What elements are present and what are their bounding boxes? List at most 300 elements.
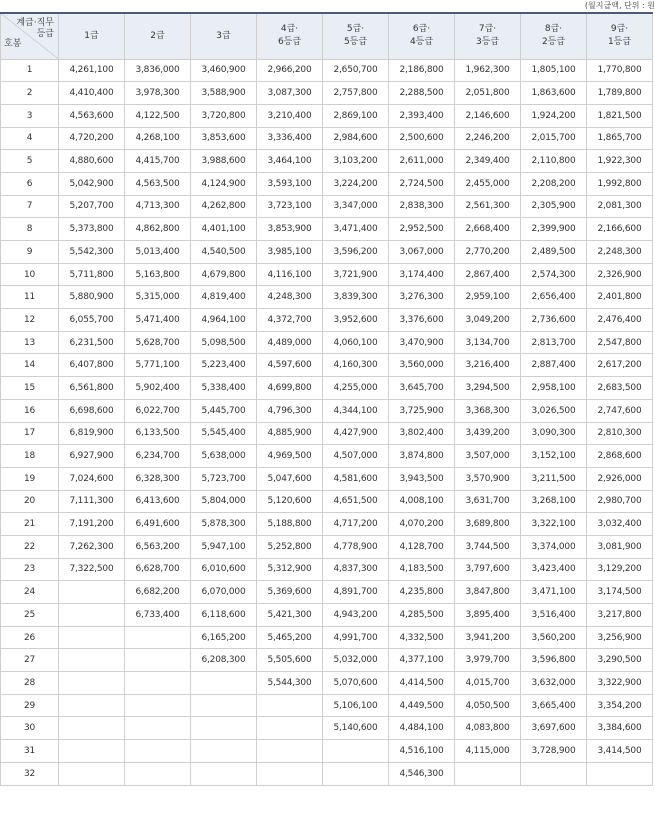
salary-cell: 5,315,000	[125, 286, 191, 309]
salary-cell: 2,736,600	[521, 309, 587, 332]
salary-cell: 2,868,600	[587, 445, 653, 468]
salary-cell: 2,650,700	[323, 59, 389, 82]
salary-cell: 6,698,600	[59, 399, 125, 422]
salary-cell: 3,697,600	[521, 717, 587, 740]
step-cell: 5	[1, 150, 59, 173]
salary-cell: 3,560,000	[389, 354, 455, 377]
salary-cell: 2,574,300	[521, 263, 587, 286]
salary-cell	[587, 762, 653, 785]
salary-cell	[59, 581, 125, 604]
salary-cell: 3,978,300	[125, 82, 191, 105]
corner-grade-label-2: 등급	[36, 29, 54, 39]
salary-cell: 1,992,800	[587, 172, 653, 195]
salary-cell: 3,952,600	[323, 309, 389, 332]
salary-cell	[59, 626, 125, 649]
salary-cell: 3,087,300	[257, 82, 323, 105]
salary-cell: 1,922,300	[587, 150, 653, 173]
salary-cell: 5,312,900	[257, 558, 323, 581]
salary-cell: 4,964,100	[191, 309, 257, 332]
column-header	[59, 13, 125, 59]
salary-cell: 1,805,100	[521, 59, 587, 82]
step-cell: 18	[1, 445, 59, 468]
salary-cell: 3,744,500	[455, 535, 521, 558]
salary-cell: 6,819,900	[59, 422, 125, 445]
salary-cell: 3,374,000	[521, 535, 587, 558]
salary-cell	[125, 672, 191, 695]
table-row	[1, 490, 653, 513]
salary-cell: 4,332,500	[389, 626, 455, 649]
column-header	[455, 13, 521, 59]
table-row	[1, 59, 653, 82]
step-cell: 15	[1, 377, 59, 400]
salary-cell: 4,414,500	[389, 672, 455, 695]
salary-cell: 4,720,200	[59, 127, 125, 150]
salary-cell: 3,941,200	[455, 626, 521, 649]
salary-cell: 2,611,000	[389, 150, 455, 173]
salary-cell: 5,223,400	[191, 354, 257, 377]
salary-cell: 3,256,900	[587, 626, 653, 649]
salary-cell: 5,188,800	[257, 513, 323, 536]
salary-cell: 3,797,600	[455, 558, 521, 581]
salary-cell: 3,802,400	[389, 422, 455, 445]
salary-cell: 5,947,100	[191, 535, 257, 558]
salary-cell: 4,070,200	[389, 513, 455, 536]
table-row	[1, 694, 653, 717]
salary-cell: 5,711,800	[59, 263, 125, 286]
step-cell: 23	[1, 558, 59, 581]
salary-cell: 1,789,800	[587, 82, 653, 105]
salary-cell: 3,516,400	[521, 604, 587, 627]
step-cell: 19	[1, 467, 59, 490]
salary-cell: 3,322,900	[587, 672, 653, 695]
step-cell: 24	[1, 581, 59, 604]
salary-cell: 3,174,400	[389, 263, 455, 286]
salary-cell: 3,067,000	[389, 241, 455, 264]
salary-cell: 4,344,100	[323, 399, 389, 422]
column-header-line: 8급·	[544, 24, 563, 35]
salary-cell: 2,887,400	[521, 354, 587, 377]
header-row	[1, 13, 653, 59]
salary-cell: 3,211,500	[521, 467, 587, 490]
salary-cell: 2,146,600	[455, 104, 521, 127]
salary-cell: 2,186,800	[389, 59, 455, 82]
salary-cell: 2,248,300	[587, 241, 653, 264]
salary-cell: 6,118,600	[191, 604, 257, 627]
salary-cell: 4,122,500	[125, 104, 191, 127]
salary-cell: 3,874,800	[389, 445, 455, 468]
salary-cell: 3,689,800	[455, 513, 521, 536]
step-cell: 6	[1, 172, 59, 195]
column-header-line: 1급	[84, 30, 99, 41]
salary-cell	[125, 717, 191, 740]
salary-cell: 4,183,500	[389, 558, 455, 581]
salary-cell: 3,368,300	[455, 399, 521, 422]
table-row	[1, 150, 653, 173]
step-cell: 9	[1, 241, 59, 264]
step-cell: 29	[1, 694, 59, 717]
salary-cell: 4,128,700	[389, 535, 455, 558]
salary-cell: 3,129,200	[587, 558, 653, 581]
salary-cell: 3,560,200	[521, 626, 587, 649]
salary-cell: 3,985,100	[257, 241, 323, 264]
salary-cell: 5,106,100	[323, 694, 389, 717]
salary-cell: 2,668,400	[455, 218, 521, 241]
salary-cell	[257, 694, 323, 717]
salary-cell: 5,628,700	[125, 331, 191, 354]
salary-cell: 2,349,400	[455, 150, 521, 173]
table-row	[1, 604, 653, 627]
salary-cell: 3,665,400	[521, 694, 587, 717]
salary-cell: 3,423,400	[521, 558, 587, 581]
table-row	[1, 172, 653, 195]
salary-cell: 7,191,200	[59, 513, 125, 536]
salary-cell	[125, 694, 191, 717]
salary-cell: 3,570,900	[455, 467, 521, 490]
salary-cell: 2,810,300	[587, 422, 653, 445]
salary-cell: 5,140,600	[323, 717, 389, 740]
step-cell: 22	[1, 535, 59, 558]
salary-cell: 3,895,400	[455, 604, 521, 627]
step-cell: 32	[1, 762, 59, 785]
salary-cell: 4,255,000	[323, 377, 389, 400]
salary-cell: 4,819,400	[191, 286, 257, 309]
salary-cell	[59, 672, 125, 695]
salary-cell: 4,060,100	[323, 331, 389, 354]
salary-cell: 3,596,200	[323, 241, 389, 264]
table-row	[1, 218, 653, 241]
table-row	[1, 740, 653, 763]
salary-cell: 6,682,200	[125, 581, 191, 604]
salary-cell	[125, 762, 191, 785]
salary-cell: 3,645,700	[389, 377, 455, 400]
salary-cell: 3,631,700	[455, 490, 521, 513]
salary-cell: 3,414,500	[587, 740, 653, 763]
salary-cell	[191, 672, 257, 695]
salary-cell: 5,042,900	[59, 172, 125, 195]
column-header-line: 3등급	[475, 37, 500, 48]
salary-cell: 3,152,100	[521, 445, 587, 468]
salary-cell: 5,804,000	[191, 490, 257, 513]
salary-cell: 2,393,400	[389, 104, 455, 127]
salary-cell	[59, 649, 125, 672]
salary-cell: 4,891,700	[323, 581, 389, 604]
salary-cell: 6,165,200	[191, 626, 257, 649]
table-row	[1, 467, 653, 490]
salary-cell: 5,163,800	[125, 263, 191, 286]
table-row	[1, 263, 653, 286]
salary-cell: 5,013,400	[125, 241, 191, 264]
column-header-line: 3급	[216, 30, 231, 41]
salary-cell: 4,837,300	[323, 558, 389, 581]
salary-cell: 1,770,800	[587, 59, 653, 82]
salary-cell: 6,561,800	[59, 377, 125, 400]
salary-cell	[191, 694, 257, 717]
salary-cell: 4,285,500	[389, 604, 455, 627]
salary-cell: 2,770,200	[455, 241, 521, 264]
step-cell: 3	[1, 104, 59, 127]
salary-cell: 3,507,000	[455, 445, 521, 468]
salary-cell: 3,322,100	[521, 513, 587, 536]
salary-cell: 2,838,300	[389, 195, 455, 218]
salary-cell: 2,813,700	[521, 331, 587, 354]
step-cell: 31	[1, 740, 59, 763]
salary-cell: 1,924,200	[521, 104, 587, 127]
salary-cell: 4,410,400	[59, 82, 125, 105]
salary-cell: 7,262,300	[59, 535, 125, 558]
salary-cell: 4,372,700	[257, 309, 323, 332]
salary-cell: 6,413,600	[125, 490, 191, 513]
salary-cell: 4,717,200	[323, 513, 389, 536]
salary-cell: 2,399,900	[521, 218, 587, 241]
table-row	[1, 241, 653, 264]
salary-cell: 5,098,500	[191, 331, 257, 354]
salary-cell: 2,757,800	[323, 82, 389, 105]
salary-cell: 3,103,200	[323, 150, 389, 173]
salary-cell: 3,032,400	[587, 513, 653, 536]
salary-cell: 1,863,600	[521, 82, 587, 105]
corner-grade-label: 계급·직무	[16, 18, 54, 28]
salary-cell: 5,120,600	[257, 490, 323, 513]
salary-cell: 7,322,500	[59, 558, 125, 581]
salary-cell	[59, 740, 125, 763]
salary-cell: 2,166,600	[587, 218, 653, 241]
column-header	[521, 13, 587, 59]
salary-cell: 4,083,800	[455, 717, 521, 740]
salary-cell	[125, 740, 191, 763]
salary-cell: 2,980,700	[587, 490, 653, 513]
salary-cell	[323, 762, 389, 785]
salary-cell: 5,070,600	[323, 672, 389, 695]
salary-cell: 3,134,700	[455, 331, 521, 354]
table-body	[1, 59, 653, 785]
salary-cell: 3,988,600	[191, 150, 257, 173]
salary-cell: 4,427,900	[323, 422, 389, 445]
salary-cell: 3,049,200	[455, 309, 521, 332]
salary-cell: 1,865,700	[587, 127, 653, 150]
salary-cell: 3,853,900	[257, 218, 323, 241]
table-row	[1, 422, 653, 445]
column-header-line: 6등급	[277, 37, 302, 48]
column-header-line: 4등급	[409, 37, 434, 48]
salary-cell: 4,484,100	[389, 717, 455, 740]
table-row	[1, 558, 653, 581]
salary-cell: 3,460,900	[191, 59, 257, 82]
salary-cell: 5,421,300	[257, 604, 323, 627]
step-cell: 28	[1, 672, 59, 695]
salary-cell: 5,373,800	[59, 218, 125, 241]
salary-cell: 4,262,800	[191, 195, 257, 218]
salary-cell: 4,261,100	[59, 59, 125, 82]
salary-cell: 5,505,600	[257, 649, 323, 672]
salary-cell: 3,336,400	[257, 127, 323, 150]
salary-cell: 3,294,500	[455, 377, 521, 400]
salary-cell: 3,847,800	[455, 581, 521, 604]
salary-cell: 3,090,300	[521, 422, 587, 445]
salary-cell: 6,563,200	[125, 535, 191, 558]
step-cell: 7	[1, 195, 59, 218]
salary-cell: 5,723,700	[191, 467, 257, 490]
salary-table	[0, 12, 653, 786]
salary-cell: 6,231,500	[59, 331, 125, 354]
salary-cell	[521, 762, 587, 785]
salary-cell	[59, 762, 125, 785]
salary-cell: 3,853,600	[191, 127, 257, 150]
salary-cell: 6,234,700	[125, 445, 191, 468]
salary-cell: 4,115,000	[455, 740, 521, 763]
salary-cell: 2,208,200	[521, 172, 587, 195]
salary-cell: 6,733,400	[125, 604, 191, 627]
corner-step-label: 호봉	[4, 38, 22, 49]
salary-cell: 4,563,500	[125, 172, 191, 195]
salary-cell: 4,563,600	[59, 104, 125, 127]
corner-header-cell	[1, 13, 59, 59]
salary-cell: 3,210,400	[257, 104, 323, 127]
salary-cell: 3,376,600	[389, 309, 455, 332]
salary-cell: 3,384,600	[587, 717, 653, 740]
salary-cell: 3,081,900	[587, 535, 653, 558]
salary-cell: 2,724,500	[389, 172, 455, 195]
salary-cell: 4,943,200	[323, 604, 389, 627]
salary-cell: 4,991,700	[323, 626, 389, 649]
table-row	[1, 717, 653, 740]
salary-cell: 4,116,100	[257, 263, 323, 286]
salary-cell: 5,545,400	[191, 422, 257, 445]
salary-cell: 5,902,400	[125, 377, 191, 400]
salary-cell: 6,133,500	[125, 422, 191, 445]
salary-cell: 1,962,300	[455, 59, 521, 82]
salary-cell: 4,489,000	[257, 331, 323, 354]
salary-cell: 2,747,600	[587, 399, 653, 422]
salary-cell: 3,943,500	[389, 467, 455, 490]
step-cell: 20	[1, 490, 59, 513]
column-header-line: 1등급	[607, 37, 632, 48]
salary-cell: 2,966,200	[257, 59, 323, 82]
salary-cell: 4,546,300	[389, 762, 455, 785]
table-row	[1, 286, 653, 309]
salary-cell: 4,401,100	[191, 218, 257, 241]
salary-cell: 5,542,300	[59, 241, 125, 264]
salary-cell: 4,050,500	[455, 694, 521, 717]
salary-cell	[125, 626, 191, 649]
table-row	[1, 626, 653, 649]
table-row	[1, 649, 653, 672]
salary-cell: 4,880,600	[59, 150, 125, 173]
salary-cell: 4,015,700	[455, 672, 521, 695]
salary-cell: 4,415,700	[125, 150, 191, 173]
column-header	[257, 13, 323, 59]
table-row	[1, 762, 653, 785]
salary-cell: 4,160,300	[323, 354, 389, 377]
salary-cell: 6,491,600	[125, 513, 191, 536]
salary-cell: 2,869,100	[323, 104, 389, 127]
salary-cell: 2,081,300	[587, 195, 653, 218]
salary-cell: 4,449,500	[389, 694, 455, 717]
salary-cell	[59, 694, 125, 717]
table-row	[1, 331, 653, 354]
column-header-line: 5등급	[343, 37, 368, 48]
column-header-line: 7급·	[478, 24, 497, 35]
salary-cell: 5,032,000	[323, 649, 389, 672]
table-row	[1, 377, 653, 400]
salary-cell: 4,679,800	[191, 263, 257, 286]
salary-cell	[257, 762, 323, 785]
salary-cell: 3,354,200	[587, 694, 653, 717]
step-cell: 17	[1, 422, 59, 445]
table-row	[1, 581, 653, 604]
salary-cell: 2,051,800	[455, 82, 521, 105]
column-header-line: 2급	[150, 30, 165, 41]
salary-cell: 3,347,000	[323, 195, 389, 218]
salary-cell: 5,638,000	[191, 445, 257, 468]
salary-cell: 2,489,500	[521, 241, 587, 264]
column-header	[125, 13, 191, 59]
salary-cell: 5,880,900	[59, 286, 125, 309]
unit-caption: (월지급액, 단위 : 원	[584, 1, 655, 10]
salary-cell: 2,246,200	[455, 127, 521, 150]
salary-cell: 2,561,300	[455, 195, 521, 218]
salary-cell: 4,713,300	[125, 195, 191, 218]
step-cell: 25	[1, 604, 59, 627]
column-header-line: 5급·	[346, 24, 365, 35]
salary-cell	[191, 717, 257, 740]
salary-cell: 3,439,200	[455, 422, 521, 445]
salary-cell: 4,377,100	[389, 649, 455, 672]
salary-cell: 5,465,200	[257, 626, 323, 649]
table-row	[1, 513, 653, 536]
salary-cell: 6,055,700	[59, 309, 125, 332]
salary-cell: 3,464,100	[257, 150, 323, 173]
salary-cell: 2,867,400	[455, 263, 521, 286]
salary-cell: 3,725,900	[389, 399, 455, 422]
salary-cell: 3,588,900	[191, 82, 257, 105]
salary-cell: 4,778,900	[323, 535, 389, 558]
table-row	[1, 195, 653, 218]
salary-cell: 3,174,500	[587, 581, 653, 604]
salary-cell: 3,593,100	[257, 172, 323, 195]
salary-cell	[125, 649, 191, 672]
salary-cell	[59, 604, 125, 627]
salary-cell: 6,407,800	[59, 354, 125, 377]
salary-cell: 3,217,800	[587, 604, 653, 627]
salary-cell: 4,862,800	[125, 218, 191, 241]
table-row	[1, 82, 653, 105]
table-row	[1, 354, 653, 377]
salary-cell: 4,268,100	[125, 127, 191, 150]
salary-cell: 2,455,000	[455, 172, 521, 195]
salary-cell: 6,022,700	[125, 399, 191, 422]
salary-cell: 2,656,400	[521, 286, 587, 309]
salary-cell: 4,597,600	[257, 354, 323, 377]
salary-cell	[257, 740, 323, 763]
salary-cell: 2,401,800	[587, 286, 653, 309]
step-cell: 27	[1, 649, 59, 672]
salary-cell: 4,885,900	[257, 422, 323, 445]
column-header-line: 6급·	[412, 24, 431, 35]
salary-cell: 2,476,400	[587, 309, 653, 332]
salary-cell: 3,026,500	[521, 399, 587, 422]
salary-cell: 2,547,800	[587, 331, 653, 354]
salary-cell: 3,728,900	[521, 740, 587, 763]
salary-cell: 2,958,100	[521, 377, 587, 400]
salary-cell: 3,839,300	[323, 286, 389, 309]
salary-cell: 5,252,800	[257, 535, 323, 558]
salary-cell: 4,651,500	[323, 490, 389, 513]
step-cell: 2	[1, 82, 59, 105]
table-row	[1, 445, 653, 468]
salary-cell: 4,516,100	[389, 740, 455, 763]
salary-cell	[455, 762, 521, 785]
salary-cell: 6,208,300	[191, 649, 257, 672]
